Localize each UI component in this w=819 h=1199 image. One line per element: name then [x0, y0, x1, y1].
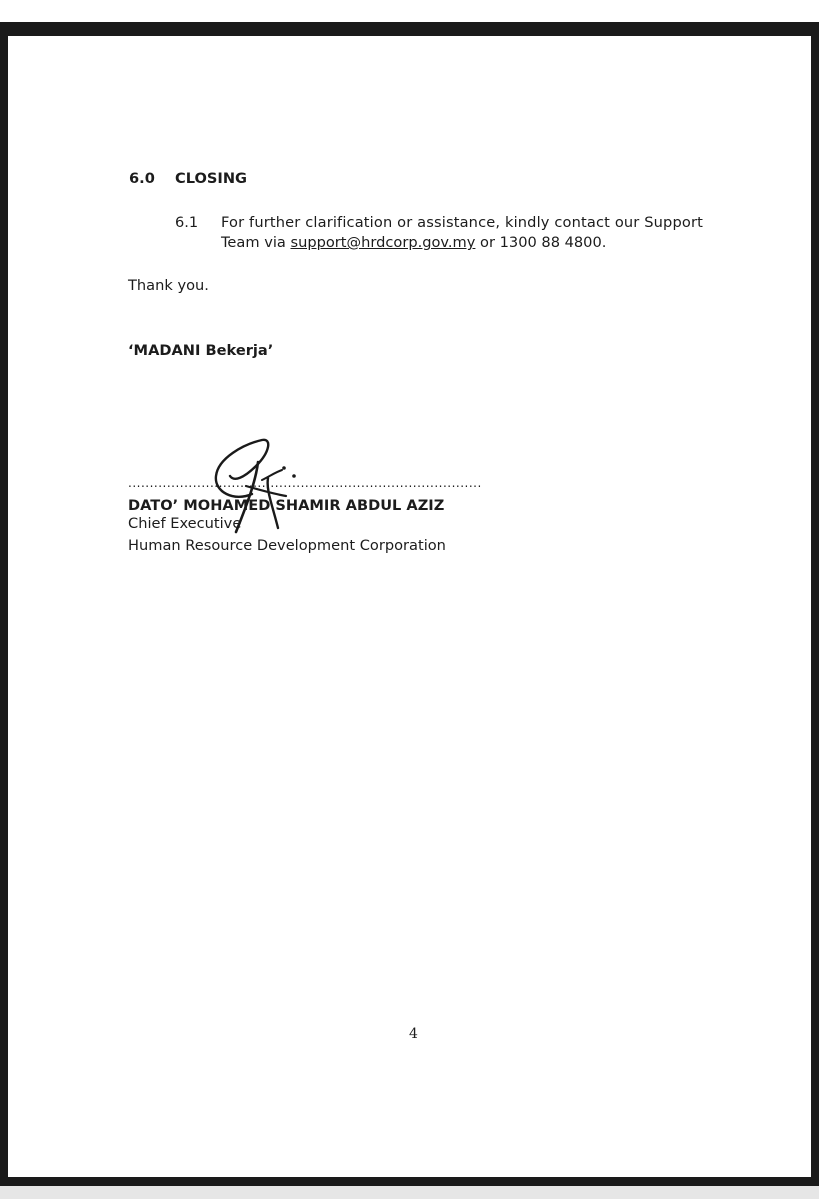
- item-number: 6.1: [175, 214, 199, 231]
- thank-you-text: Thank you.: [128, 277, 209, 294]
- signatory-name: DATO’ MOHAMED SHAMIR ABDUL AZIZ: [128, 497, 445, 514]
- signature-dotted-line: ..................................................................................: [128, 476, 482, 490]
- item-line-2: [221, 236, 606, 251]
- item-line-1: For further clarification or assistance, kindly contact our Support: [221, 214, 703, 231]
- slogan: ‘MADANI Bekerja’: [128, 342, 274, 359]
- item-line-2-prefix: Team via: [221, 234, 291, 251]
- page-number: 4: [409, 1026, 418, 1042]
- document-page: [8, 36, 811, 1177]
- top-strip: [0, 0, 819, 22]
- top-bar: [0, 0, 790, 22]
- bottom-strip: [0, 1186, 819, 1199]
- signatory-title: Chief Executive: [128, 515, 242, 532]
- support-email-link[interactable]: support@hrdcorp.gov.my: [290, 234, 476, 251]
- section-heading: CLOSING: [175, 170, 248, 187]
- item-line-2-suffix: or 1300 88 4800.: [475, 234, 607, 251]
- section-number: 6.0: [129, 170, 155, 187]
- signatory-organization: Human Resource Development Corporation: [128, 537, 446, 554]
